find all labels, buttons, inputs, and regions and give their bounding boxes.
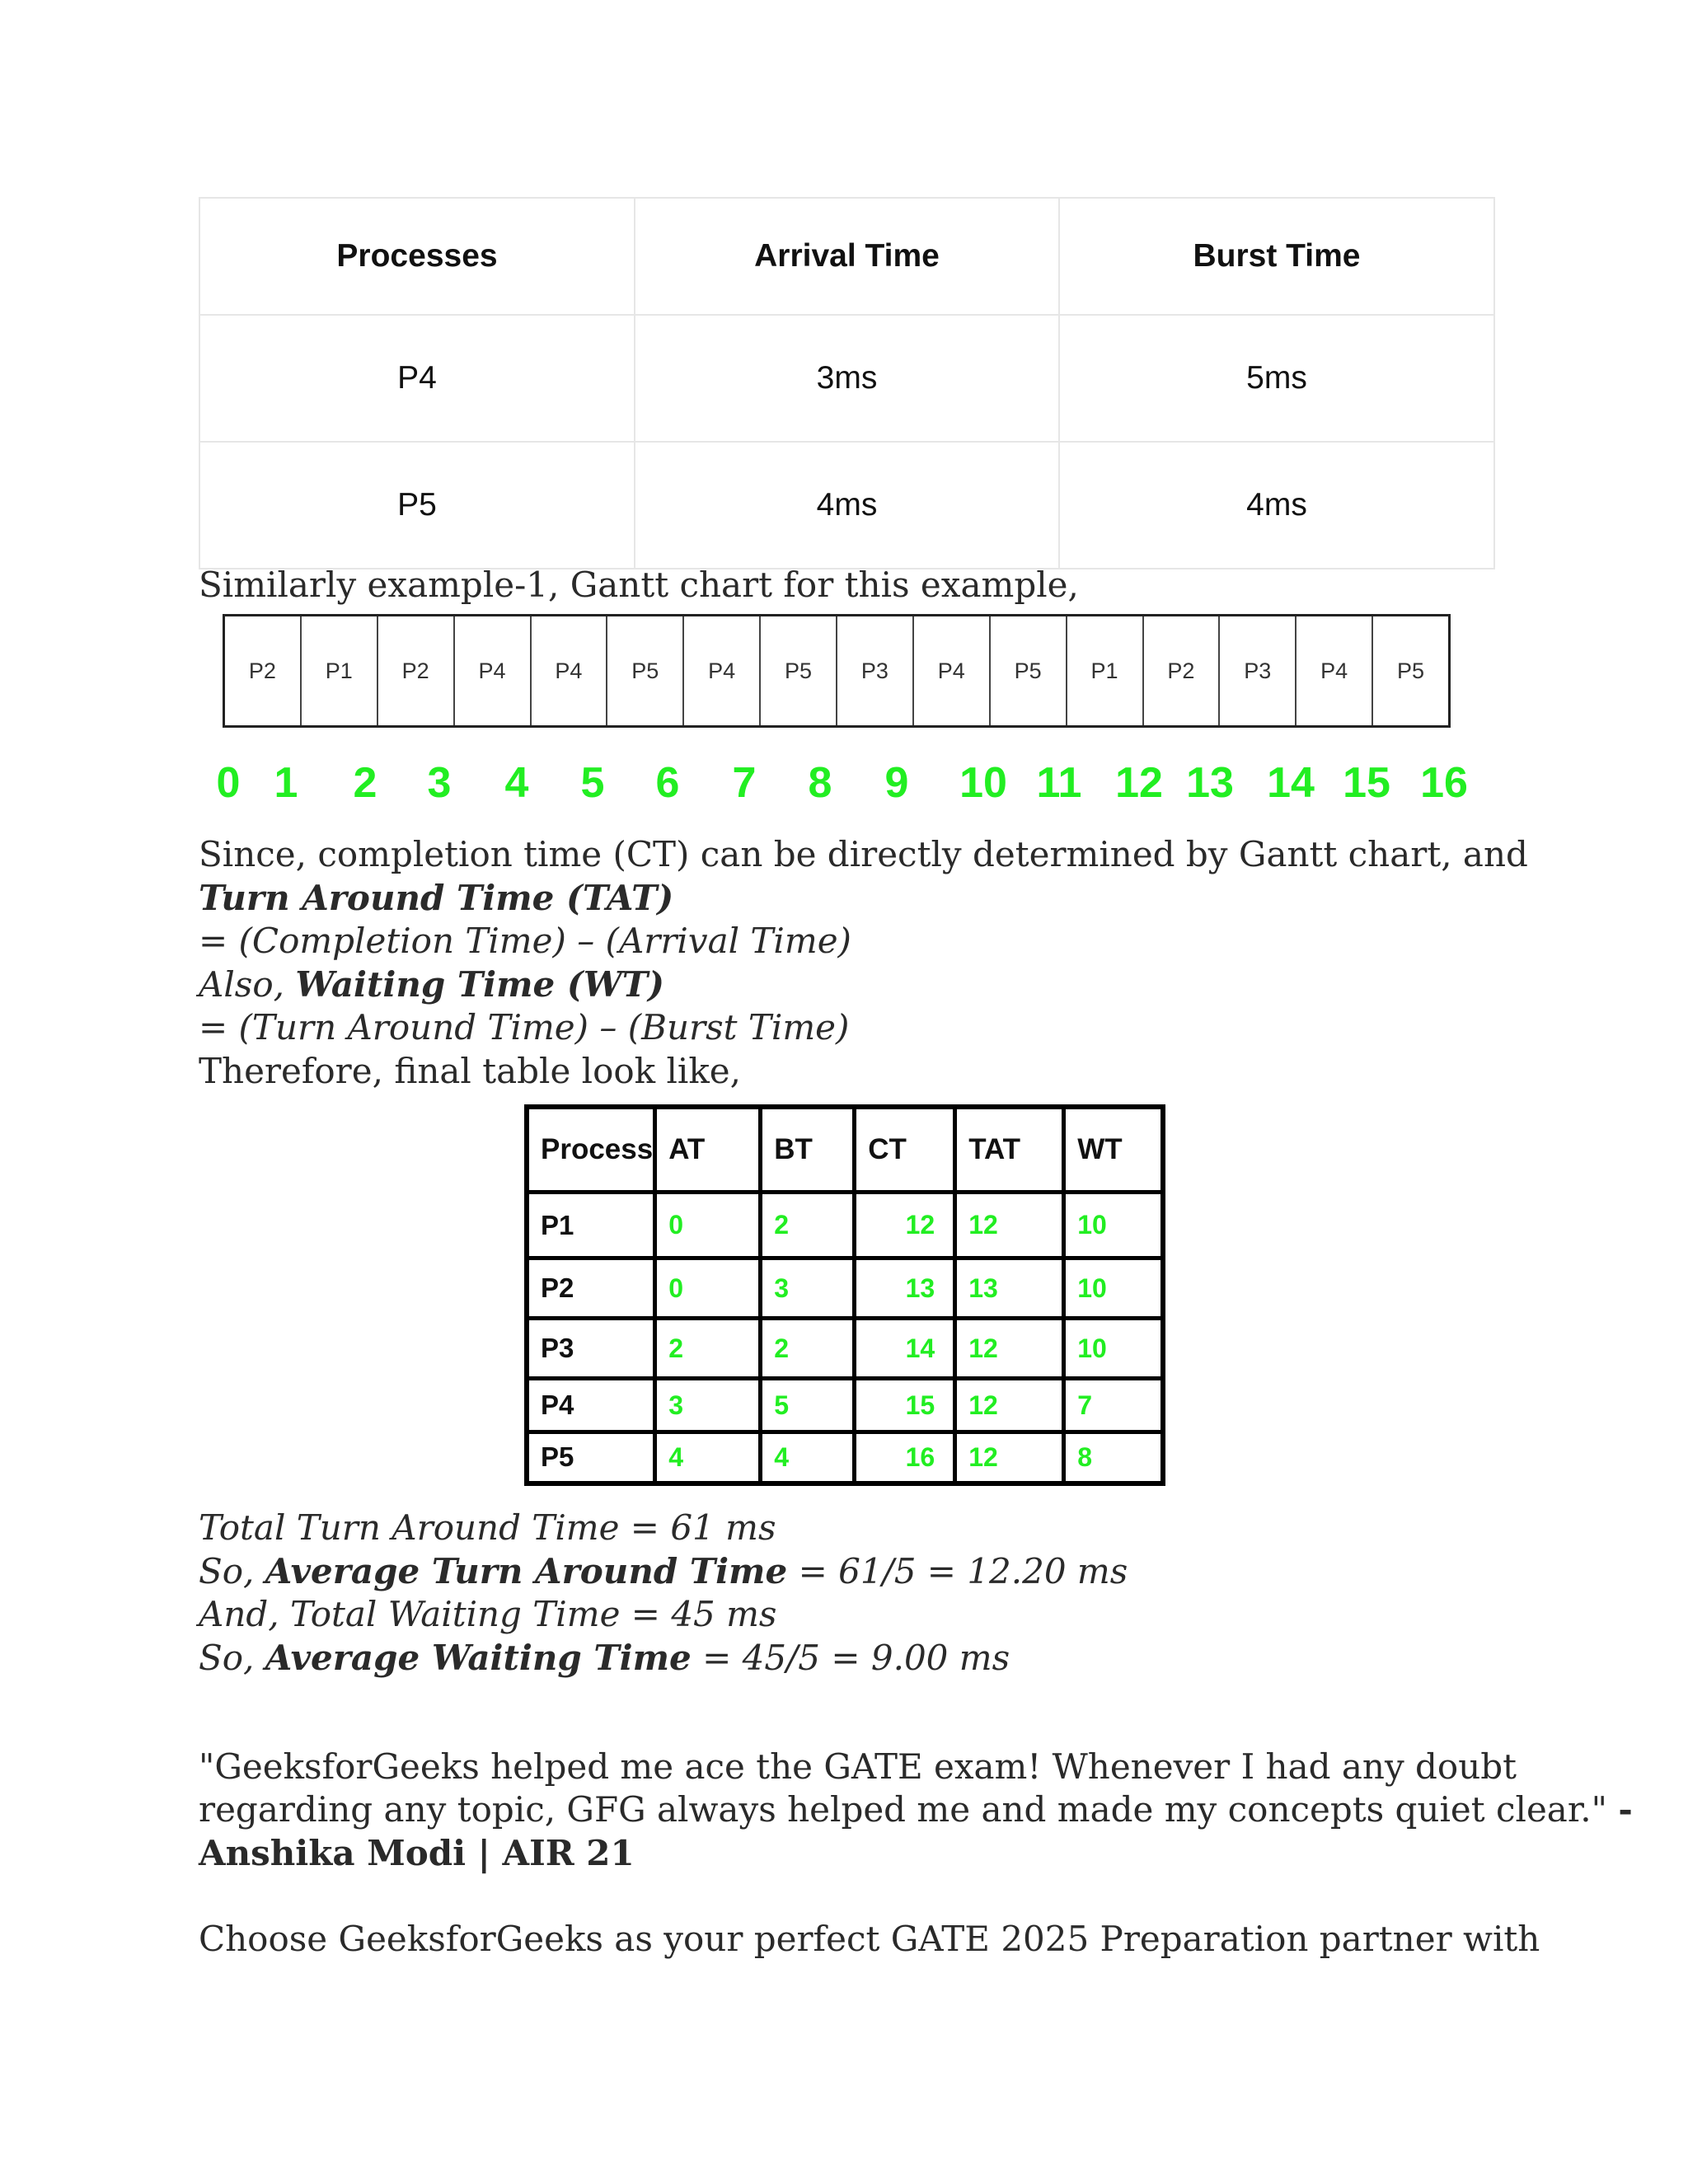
cell-at: 2 <box>655 1319 761 1379</box>
cell-ct: 15 <box>855 1379 955 1432</box>
gantt-cell: P2 <box>378 616 455 725</box>
wt-line <box>199 963 664 1006</box>
cell-arrival: 3ms <box>635 315 1059 442</box>
avg-wt-label: Average Waiting Time <box>265 1638 692 1678</box>
cell-burst: 4ms <box>1059 442 1494 569</box>
testimonial-line-1: "GeeksforGeeks helped me ace the GATE exam! Whenever I had any doubt <box>199 1746 1517 1787</box>
therefore-text: Therefore, final table look like, <box>199 1051 741 1091</box>
gantt-cell: P5 <box>1397 658 1425 683</box>
table-row <box>527 1432 1163 1483</box>
gantt-cell: P4 <box>914 616 991 725</box>
cell-process: P5 <box>199 442 635 569</box>
cell-bt: 5 <box>761 1379 855 1432</box>
cell-bt: 4 <box>761 1432 855 1483</box>
gantt-cell: P5 <box>761 616 837 725</box>
cell-at: 4 <box>655 1432 761 1483</box>
final-table-header <box>527 1107 1163 1193</box>
testimonial-line-2 <box>199 1788 1633 1831</box>
table-row <box>527 1379 1163 1432</box>
gantt-tick: 12 <box>1115 759 1163 807</box>
gantt-tick: 11 <box>1036 759 1082 807</box>
cell-bt: 2 <box>761 1193 855 1258</box>
gantt-intro: Similarly example-1, Gantt chart for this example, <box>199 565 1079 605</box>
gantt-tick: 8 <box>808 759 832 807</box>
gantt-cell: P3 <box>837 616 914 725</box>
table-row <box>199 315 1494 442</box>
gantt-cell: P2 <box>1144 616 1221 725</box>
cell-ct: 14 <box>855 1319 955 1379</box>
table-row <box>527 1258 1163 1319</box>
avg-tat-line <box>199 1549 1128 1593</box>
avg-wt-line <box>199 1636 1010 1680</box>
cell-bt: 3 <box>761 1258 855 1319</box>
header-processes: Processes <box>199 198 635 315</box>
header-ct: CT <box>855 1107 955 1193</box>
gantt-tick: 1 <box>274 759 298 807</box>
avg-wt-value: = 45/5 = 9.00 ms <box>691 1638 1010 1678</box>
cell-ct: 16 <box>855 1432 955 1483</box>
cell-ct: 12 <box>855 1193 955 1258</box>
cell-process: P3 <box>527 1319 655 1379</box>
total-tat: Total Turn Around Time = 61 ms <box>199 1507 776 1548</box>
testimonial-quote-end: regarding any topic, GFG always helped me and made my concepts quiet clear." <box>199 1789 1619 1830</box>
cell-wt: 10 <box>1064 1258 1163 1319</box>
gantt-tick: 0 <box>216 759 241 807</box>
gantt-cell: P3 <box>1220 616 1296 725</box>
header-at: AT <box>655 1107 761 1193</box>
cell-wt: 8 <box>1064 1432 1163 1483</box>
header-bt: BT <box>761 1107 855 1193</box>
explanation-line: Since, completion time (CT) can be directly determined by Gantt chart, and <box>199 834 1528 874</box>
process-table-header <box>199 198 1494 315</box>
cell-at: 3 <box>655 1379 761 1432</box>
wt-label: Waiting Time (WT) <box>295 964 665 1005</box>
cell-wt: 10 <box>1064 1193 1163 1258</box>
gantt-tick: 4 <box>504 759 529 807</box>
cell-tat: 12 <box>955 1432 1064 1483</box>
testimonial-author: Anshika Modi | AIR 21 <box>199 1833 635 1873</box>
table-row <box>199 442 1494 569</box>
cell-ct: 13 <box>855 1258 955 1319</box>
cell-tat: 12 <box>955 1379 1064 1432</box>
final-table <box>524 1104 1165 1486</box>
total-wt: And, Total Waiting Time = 45 ms <box>199 1594 777 1634</box>
cell-process: P5 <box>527 1432 655 1483</box>
gantt-cell: P4 <box>532 616 608 725</box>
gantt-tick: 15 <box>1343 759 1390 807</box>
gantt-cell: P4 <box>455 616 532 725</box>
gantt-tick: 10 <box>959 759 1007 807</box>
avg-wt-prefix: So, <box>199 1638 265 1678</box>
table-row <box>527 1193 1163 1258</box>
cell-wt: 10 <box>1064 1319 1163 1379</box>
gantt-tick: 13 <box>1186 759 1234 807</box>
gantt-cell: P5 <box>607 616 684 725</box>
header-tat: TAT <box>955 1107 1064 1193</box>
header-burst-time: Burst Time <box>1059 198 1494 315</box>
cell-tat: 13 <box>955 1258 1064 1319</box>
testimonial-dash: - <box>1618 1789 1633 1830</box>
table-row <box>527 1319 1163 1379</box>
cell-process: P4 <box>199 315 635 442</box>
cell-burst: 5ms <box>1059 315 1494 442</box>
gantt-cell: P4 <box>684 616 761 725</box>
cell-process: P4 <box>527 1379 655 1432</box>
avg-tat-value: = 61/5 = 12.20 ms <box>787 1551 1128 1591</box>
avg-tat-label: Average Turn Around Time <box>265 1551 788 1591</box>
header-wt: WT <box>1064 1107 1163 1193</box>
avg-tat-prefix: So, <box>199 1551 265 1591</box>
cell-process: P1 <box>527 1193 655 1258</box>
cell-tat: 12 <box>955 1193 1064 1258</box>
gantt-tick: 3 <box>427 759 452 807</box>
header-process: Process <box>527 1107 655 1193</box>
cell-process: P2 <box>527 1258 655 1319</box>
gantt-tick: 16 <box>1420 759 1468 807</box>
gantt-tick: 7 <box>732 759 757 807</box>
gantt-cell: P1 <box>302 616 378 725</box>
gantt-cell: P1 <box>1067 616 1144 725</box>
tat-formula: = (Completion Time) – (Arrival Time) <box>199 921 851 961</box>
cell-tat: 12 <box>955 1319 1064 1379</box>
header-arrival-time: Arrival Time <box>635 198 1059 315</box>
process-table <box>199 197 1495 569</box>
tat-label: Turn Around Time (TAT) <box>199 878 674 918</box>
gantt-chart <box>223 614 1451 728</box>
cell-bt: 2 <box>761 1319 855 1379</box>
cell-at: 0 <box>655 1258 761 1319</box>
gantt-tick: 14 <box>1267 759 1315 807</box>
cell-wt: 7 <box>1064 1379 1163 1432</box>
gantt-tick: 6 <box>655 759 680 807</box>
closing-text: Choose GeeksforGeeks as your perfect GATE 2025 Preparation partner with <box>199 1919 1540 1959</box>
gantt-cell: P5 <box>991 616 1067 725</box>
gantt-cell: P2 <box>225 616 302 725</box>
wt-formula: = (Turn Around Time) – (Burst Time) <box>199 1007 850 1047</box>
gantt-cell: P4 <box>1296 616 1373 725</box>
cell-at: 0 <box>655 1193 761 1258</box>
also-text: Also, <box>199 964 296 1005</box>
gantt-tick: 5 <box>580 759 605 807</box>
gantt-tick: 9 <box>884 759 909 807</box>
gantt-tick: 2 <box>353 759 377 807</box>
cell-arrival: 4ms <box>635 442 1059 569</box>
